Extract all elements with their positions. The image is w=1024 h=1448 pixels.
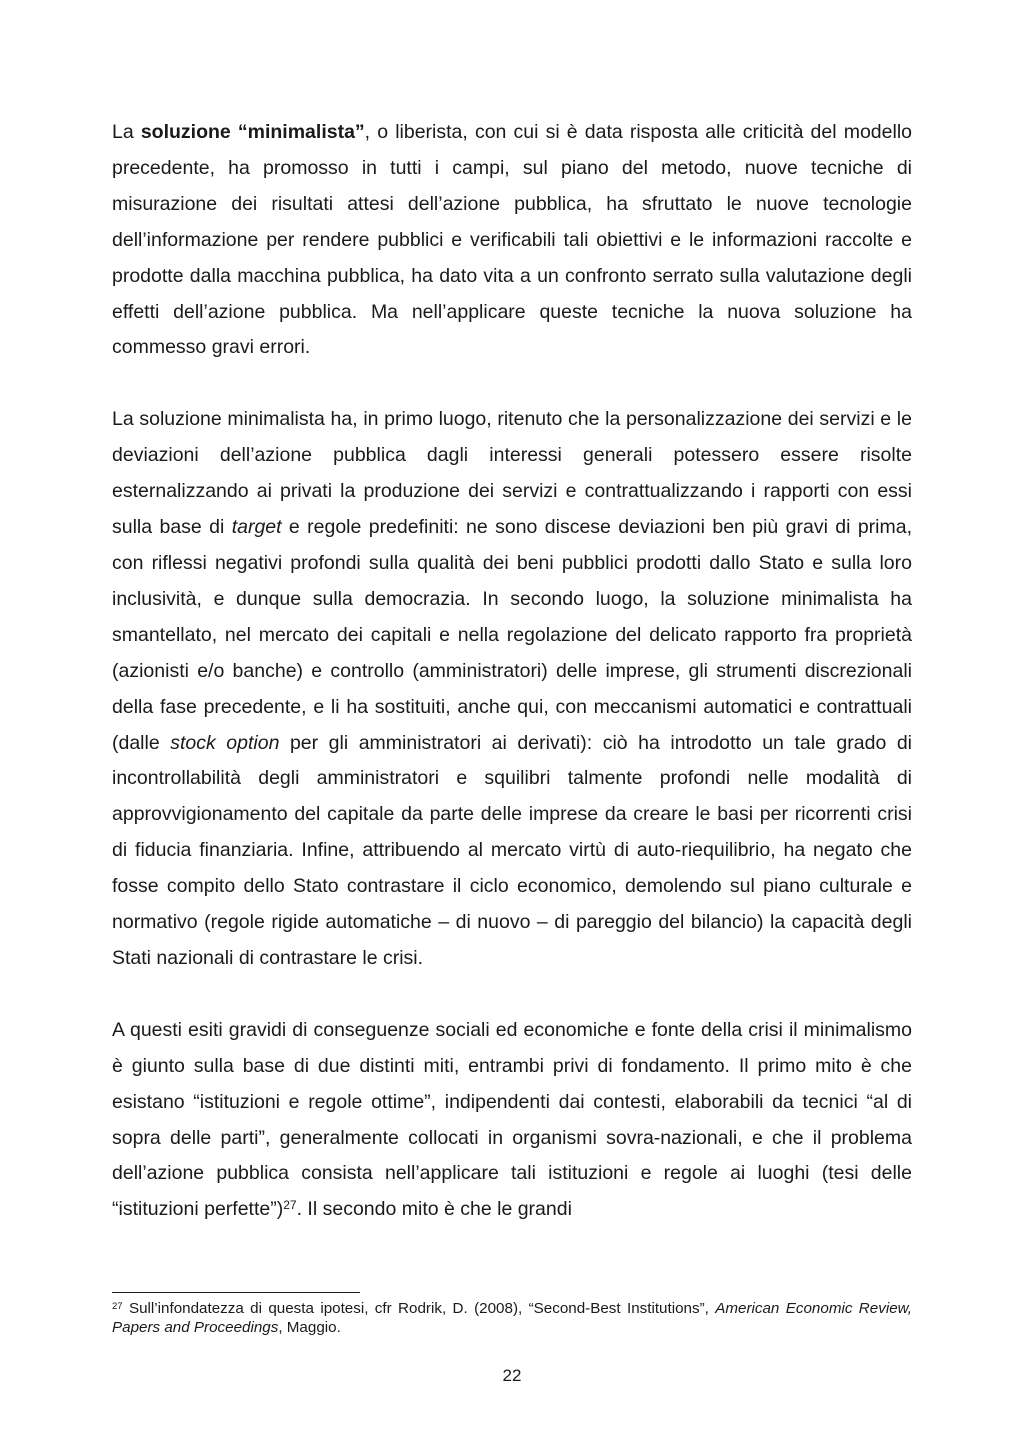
p2-italic-stock-option: stock option [170, 731, 280, 754]
body-text [112, 115, 912, 1264]
p1-bold-term: soluzione “minimalista” [140, 121, 365, 143]
p1-lead: La [112, 121, 141, 143]
footnote-text-a: Sull’infondatezza di questa ipotesi, cfr Rodrik, D. (2008), “Second-Best Institutions”, [122, 1300, 716, 1317]
page-number: 22 [502, 1366, 522, 1385]
footnote [112, 1300, 912, 1337]
paragraph-1 [112, 115, 912, 366]
footnote-journal: American Economic Review, Papers and Proceedings [112, 1300, 912, 1336]
footnote-text-c: , Maggio. [278, 1318, 341, 1336]
footnote-number: 27 [112, 1300, 123, 1312]
p2-text-a: La soluzione minimalista ha, in primo luogo, ritenuto che la personalizzazione dei servizi e le deviazioni dell’azione pubblica dagli interessi generali potessero essere risolte esternalizzando ai privati la produzione dei servizi e contrattualizzando i rapporti con essi sulla base di [112, 408, 912, 539]
paragraph-3 [112, 1013, 912, 1228]
p2-italic-target: target [231, 516, 282, 539]
p3-text-a: A questi esiti gravidi di conseguenze sociali ed economiche e fonte della crisi il minimalismo è giunto sulla base di due distinti miti, entrambi privi di fondamento. Il primo mito è che esistano “istituzioni e regole ottime”, indipendenti dai contesti, elaborabili da tecnici “al di sopra delle parti”, generalmente collocati in organismi sovra-nazionali, e che il problema dell’azione pubblica consista nell’applicare tali istituzioni e regole ai luoghi (tesi delle “istituzioni perfette”) [112, 1018, 912, 1221]
p1-text: , o liberista, con cui si è data risposta alle criticità del modello precedente, ha promosso in tutti i campi, sul piano del metodo, nuove tecniche di misurazione dei risultati attesi dell’azione pubblica, ha sfruttato le nuove tecnologie dell’informazione per rendere pubblici e verificabili tali obiettivi e le informazioni raccolte e prodotte dalla macchina pubblica, ha dato vita a un confronto serrato sulla valutazione degli effetti dell’azione pubblica. Ma nell’applicare queste tecniche la nuova soluzione ha commesso gravi errori. [112, 121, 912, 359]
footnote-reference[interactable]: 27 [283, 1198, 297, 1213]
paragraph-2 [112, 402, 912, 977]
p2-text-e: per gli amministratori ai derivati): ciò ha introdotto un tale grado di incontrollabilità degli amministratori e squilibri talmente profondi nelle modalità di approvvigionamento del capitale da parte delle imprese da creare le basi per ricorrenti crisi di fiducia finanziaria. Infine, attribuendo al mercato virtù di auto-riequilibrio, ha negato che fosse compito dello Stato contrastare il ciclo economico, demolendo sul piano culturale e normativo (regole rigide automatiche – di nuovo – di pareggio del bilancio) la capacità degli Stati nazionali di contrastare le crisi. [112, 731, 912, 969]
p3-text-c: . Il secondo mito è che le grandi [296, 1198, 572, 1221]
p2-text-c: e regole predefiniti: ne sono discese deviazioni ben più gravi di prima, con riflessi negativi profondi sulla qualità dei beni pubblici prodotti dallo Stato e sulla loro inclusività, e dunque sulla democrazia. In secondo luogo, la soluzione minimalista ha smantellato, nel mercato dei capitali e nella regolazione del delicato rapporto fra proprietà (azionisti e/o banche) e controllo (amministratori) delle imprese, gli strumenti discrezionali della fase precedente, e li ha sostituiti, anche qui, con meccanismi automatici e contrattuali (dalle [112, 516, 912, 754]
footnote-separator [112, 1292, 360, 1293]
